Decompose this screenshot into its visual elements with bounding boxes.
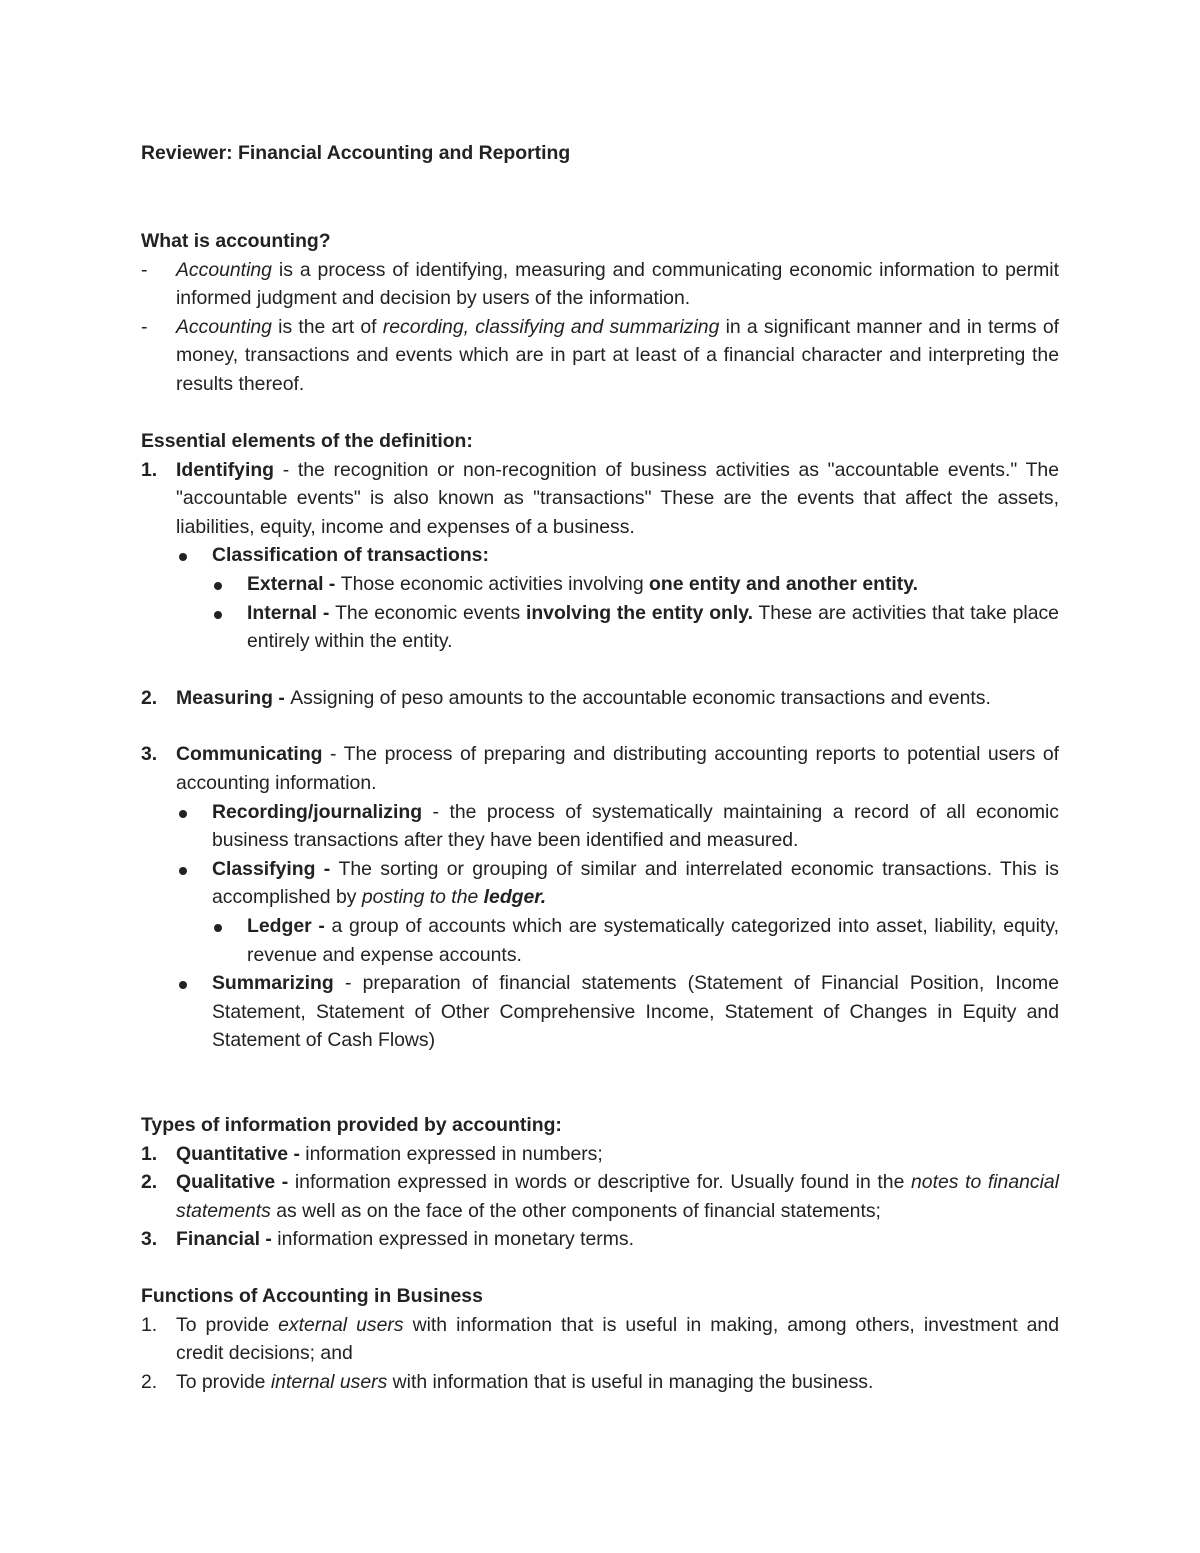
section-types-of-information <box>141 1111 1059 1254</box>
list-item: 1. Identifying - the recognition or non-recognition of business activities as "accountable events." The "accountable events" is also known as "transactions" These are the events that affect the assets, liabilities, equity, income and expenses of a business. <box>141 458 1059 538</box>
section-heading: Functions of Accounting in Business <box>141 1285 483 1307</box>
list-item: Internal - The economic events involving the entity only. These are activities that take place entirely within the entity. <box>141 599 1059 656</box>
bullet-icon <box>179 541 187 570</box>
list-item: - Accounting is the art of recording, classifying and summarizing in a significant manner and in terms of money, transactions and events which are in part at least of a financial character and interpreting the results thereof. <box>141 313 1059 399</box>
bullet-icon <box>214 570 222 599</box>
list-item: Classifying - The sorting or grouping of similar and interrelated economic transactions. This is accomplished by posting to the ledger. <box>141 855 1059 912</box>
list-item: 2. To provide internal users with information that is useful in managing the business. <box>141 1370 874 1393</box>
list-item: External - Those economic activities involving one entity and another entity. <box>141 570 1059 599</box>
list-item: 3. Financial - information expressed in monetary terms. <box>141 1228 635 1251</box>
bullet-icon <box>179 855 187 884</box>
page-title: Reviewer: Financial Accounting and Reporting <box>141 142 571 164</box>
section-functions-of-accounting <box>141 1282 1059 1396</box>
section-heading: Types of information provided by accounting: <box>141 1114 562 1136</box>
section-heading: Essential elements of the definition: <box>141 430 473 452</box>
list-item: Summarizing - preparation of financial statements (Statement of Financial Position, Income Statement, Statement of Other Comprehensive Income, Statement of Changes in Equity and Statement of Cash Flows) <box>141 969 1059 1055</box>
dash-marker: - <box>141 315 148 338</box>
list-item: - Accounting is a process of identifying, measuring and communicating economic information to permit informed judgment and decision by users of the information. <box>141 256 1059 313</box>
section-heading: What is accounting? <box>141 230 331 252</box>
bullet-icon <box>214 912 222 941</box>
list-item: 3. Communicating - The process of preparing and distributing accounting reports to potential users of accounting information. <box>141 743 1059 794</box>
list-item: Recording/journalizing - the process of systematically maintaining a record of all economic business transactions after they have been identified and measured. <box>141 798 1059 855</box>
bullet-icon <box>179 798 187 827</box>
list-item: Classification of transactions: <box>141 541 1059 570</box>
bullet-icon <box>214 599 222 628</box>
list-item: Ledger - a group of accounts which are systematically categorized into asset, liability, equity, revenue and expense accounts. <box>141 912 1059 969</box>
bullet-icon <box>179 969 187 998</box>
list-item: 1. To provide external users with information that is useful in making, among others, investment and credit decisions; and <box>141 1313 1059 1365</box>
list-item: 1. Quantitative - information expressed in numbers; <box>141 1142 603 1165</box>
dash-marker: - <box>141 258 148 281</box>
section-essential-elements <box>141 427 1059 1055</box>
list-item: 2. Measuring - Assigning of peso amounts to the accountable economic transactions and events. <box>141 686 991 709</box>
list-item: 2. Qualitative - information expressed in words or descriptive for. Usually found in the notes to financial statements as well as on the face of the other components of financial statements; <box>141 1171 1060 1222</box>
section-what-is-accounting <box>141 227 1059 399</box>
